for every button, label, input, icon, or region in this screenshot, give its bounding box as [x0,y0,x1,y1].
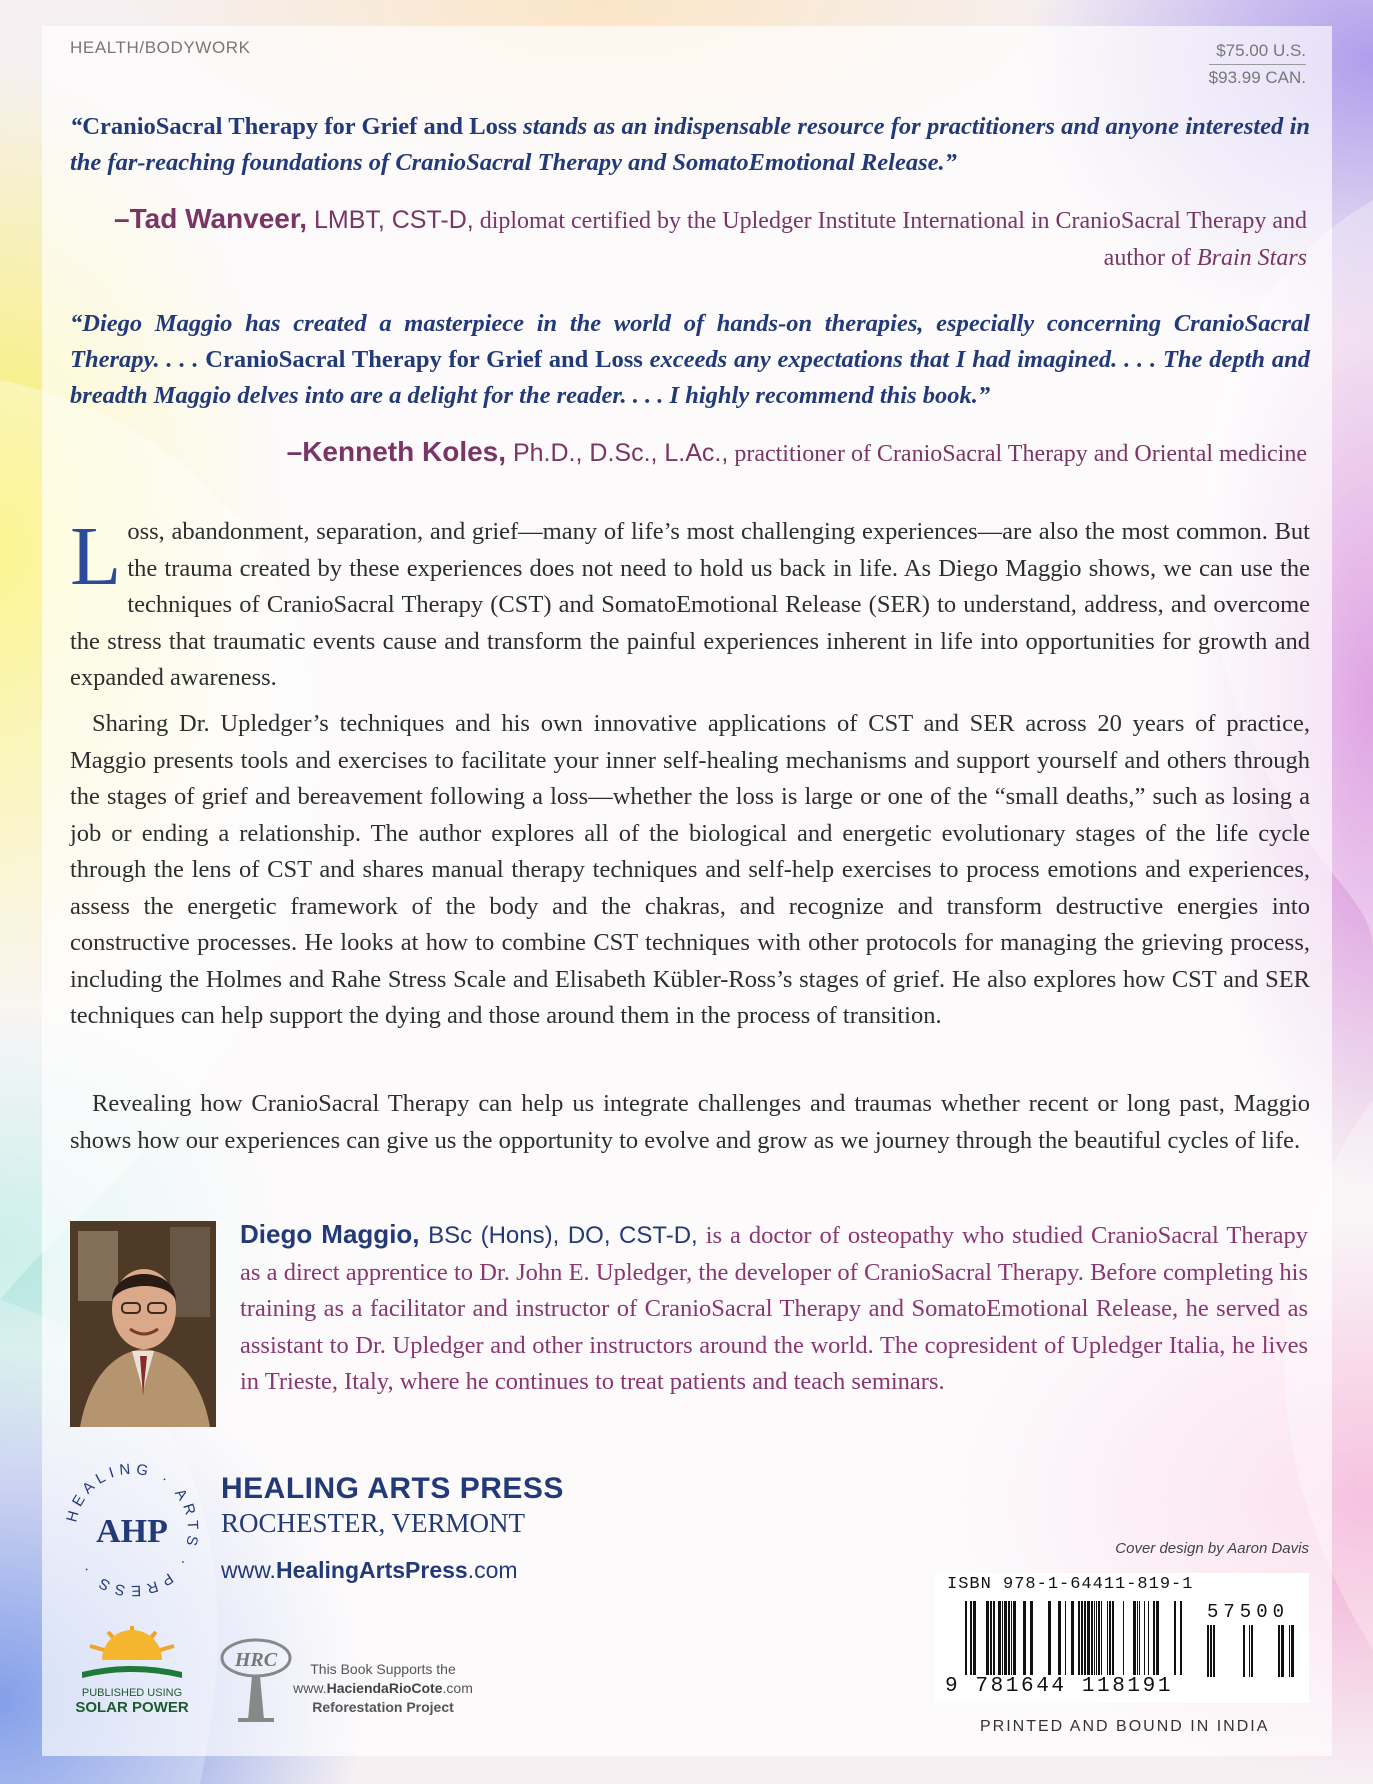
author-credentials: BSc (Hons), DO, CST-D, [419,1222,698,1249]
quote-text: “Diego Maggio has created a masterpiece in the world of hands-on therapies, especially concerning CranioSacral Therapy. . . . [70,310,1310,373]
endorser-credentials: LMBT, CST-D, [307,206,474,234]
endorsement-attribution-1 [107,200,1307,277]
drop-cap: L [70,510,122,603]
description-paragraph-3: Revealing how CranioSacral Therapy can help us integrate challenges and traumas whether recent or long past, Maggio shows how our experiences can give us the opportunity to evolve and grow as we journey through the beautiful cycles of life. [70,1090,1310,1154]
endorser-description: diplomat certified by the Upledger Institute International in CranioSacral Therapy and author of [473,208,1307,271]
endorser-description: practitioner of CranioSacral Therapy and Oriental medicine [728,441,1307,467]
price-code: 57500 [1207,1601,1290,1623]
endorsement-quote-1 [70,109,1310,181]
author-bio [240,1216,1308,1401]
endorser-book: Brain Stars [1196,245,1307,271]
cover-design-credit: Cover design by Aaron Davis [1115,1540,1309,1557]
healing-arts-press-logo [62,1460,202,1600]
solar-line-1: PUBLISHED USING [81,1687,183,1699]
publisher-name: HEALING ARTS PRESS [221,1472,564,1505]
publisher-block [221,1472,564,1584]
barcode-number: 9 781644 118191 [945,1675,1174,1698]
author-bio-text: is a doctor of osteopathy who studied CranioSacral Therapy as a direct apprentice to Dr. John E. Upledger, the developer of CranioSacral Therapy. Before completing his training as a facilitator and instructor of CranioSacral Therapy and SomatoEmotional Release, he served as assistant to Dr. Upledger and other instructors around the world. The copresident of Upledger Italia, he lives in Trieste, Italy, where he continues to treat patients and teach seminars. [240,1222,1309,1395]
hrc-website-prefix: www. [293,1680,327,1696]
logo-ring-text: HEALING · ARTS · PRESS · [63,1460,202,1600]
quote-book-title: CranioSacral Therapy for Grief and Loss [205,346,643,373]
hrc-mark: HRC [234,1649,278,1671]
author-photo [70,1221,216,1427]
description-paragraph-1 [70,510,1310,697]
price-block [1209,38,1306,91]
endorser-name: –Kenneth Koles, [286,436,507,467]
description-paragraph-2: Sharing Dr. Upledger’s techniques and his own innovative applications of CST and SER across 20 years of practice, Maggio presents tools and exercises to facilitate your inner self-healing mechanisms and support yourself and others through the stages of grief and bereavement following a loss—whether the loss is large or one of the “small deaths,” such as losing a job or ending a relationship. The author explores all of the biological and energetic evolutionary stages of the life cycle through the lens of CST and shares manual therapy techniques and self-help exercises to process emotions and experiences, assess the energetic framework of the body and the chakras, and recognize and transform destructive energies into constructive processes. He looks at how to combine CST techniques with other protocols for managing the grieving process, including the Holmes and Rahe Stress Scale and Elisabeth Kübler-Ross’s stages of grief. He also explores how CST and SER techniques can help support the dying and those around them in the process of transition. [70,710,1310,1029]
quote-open: “ [70,113,83,140]
tree-icon [248,1676,264,1720]
author-name: Diego Maggio, [240,1219,420,1249]
publisher-city: ROCHESTER, VERMONT [221,1508,526,1538]
hrc-text [288,1660,478,1717]
book-icon [82,1666,182,1678]
hrc-website[interactable] [288,1679,478,1698]
endorser-credentials: Ph.D., D.Sc., L.Ac., [506,439,729,467]
paragraph-text: oss, abandonment, separation, and grief—many of life’s most challenging experiences—are also the most common. But the trauma created by these experiences does not need to hold us back in life. As Diego Maggio shows, we can use the techniques of CranioSacral Therapy (CST) and SomatoEmotional Release (SER) to understand, address, and overcome the stress that traumatic events cause and transform the painful experiences inherent in life into opportunities for growth and expanded awareness. [70,518,1310,691]
hrc-line-1: This Book Supports the [310,1661,456,1677]
logo-mark: AHP [96,1513,168,1550]
hrc-website-suffix: .com [442,1680,473,1696]
endorser-name: –Tad Wanveer, [114,203,308,234]
quote-book-title: CranioSacral Therapy for Grief and Loss [82,113,517,140]
solar-line-2: SOLAR POWER [75,1699,189,1716]
website-suffix: .com [467,1557,518,1583]
isbn-label: ISBN 978-1-64411-819-1 [947,1575,1194,1594]
hrc-line-3: Reforestation Project [312,1699,454,1715]
website-prefix: www. [221,1557,276,1583]
website-domain: HealingArtsPress [275,1557,468,1583]
endorsement-attribution-2 [107,433,1307,473]
endorsement-quote-2 [70,306,1310,414]
price-us: $75.00 U.S. [1209,38,1306,65]
publisher-website[interactable] [221,1557,564,1584]
quote-text: exceeds any expectations that I had imagined. . . . The depth and breadth Maggio delves into are a delight for the reader. . . . I highly recommend this book.” [70,346,1310,409]
printed-in: PRINTED AND BOUND IN INDIA [980,1718,1270,1735]
price-can: $93.99 CAN. [1208,68,1306,87]
quote-text: stands as an indispensable resource for practitioners and anyone interested in the far-reaching foundations of CranioSacral Therapy and SomatoEmotional Release.” [70,113,1310,176]
category-label: HEALTH/BODYWORK [70,38,251,57]
solar-power-badge [68,1620,196,1716]
isbn-barcode [935,1573,1309,1703]
hrc-website-domain: HaciendaRioCote [326,1680,443,1696]
